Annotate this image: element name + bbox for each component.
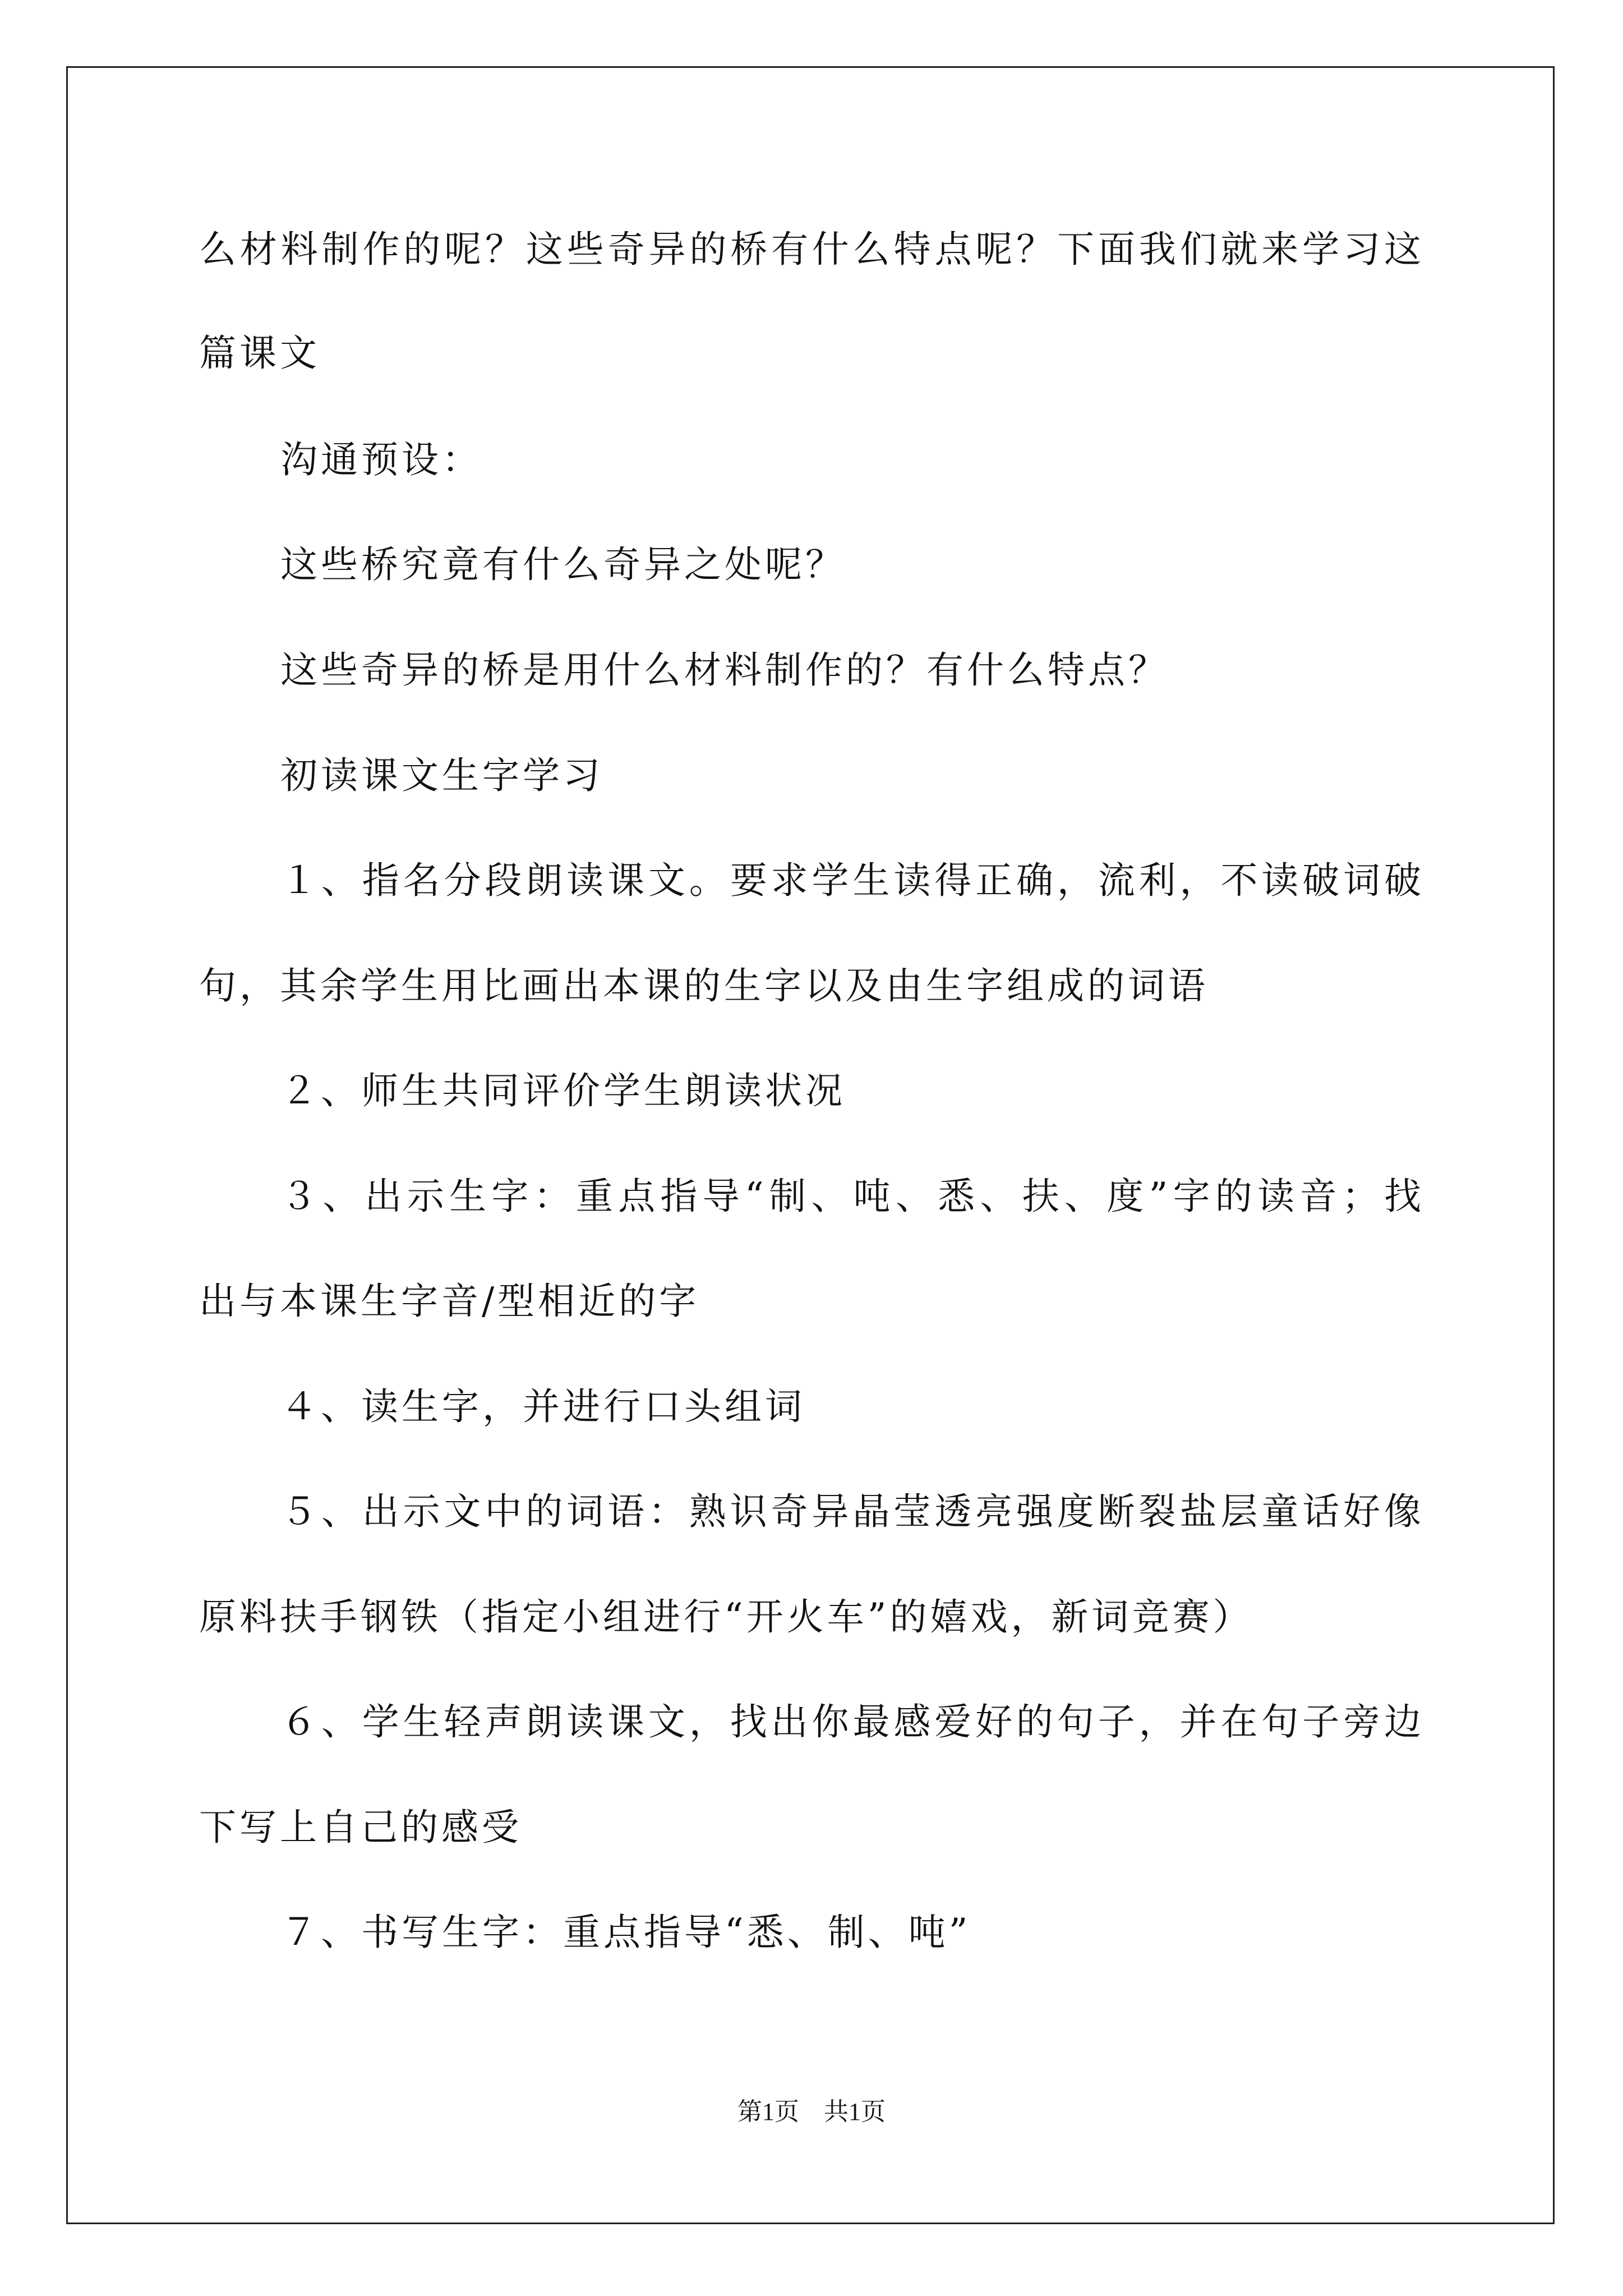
text-line-15: ６、学生轻声朗读课文，找出你最感爱好的句子，并在句子旁边 bbox=[280, 1700, 1424, 1743]
text-line-16: 下写上自己的感受 bbox=[199, 1806, 522, 1849]
text-line-13: ５、出示文中的词语：熟识奇异晶莹透亮强度断裂盐层童话好像 bbox=[280, 1490, 1424, 1533]
text-line-14: 原料扶手钢铁（指定小组进行“开火车”的嬉戏，新词竞赛） bbox=[199, 1595, 1253, 1639]
page-footer: 第1页 共1页 bbox=[737, 2098, 886, 2125]
text-line-2: 篇课文 bbox=[199, 332, 320, 375]
text-line-6: 初读课文生字学习 bbox=[280, 754, 603, 797]
text-line-4: 这些桥究竟有什么奇异之处呢？ bbox=[280, 543, 846, 586]
text-line-10: ３、出示生字：重点指导“制、吨、悉、扶、度”字的读音；找 bbox=[280, 1175, 1424, 1218]
text-line-3: 沟通预设： bbox=[280, 438, 482, 481]
text-line-1: 么材料制作的呢？这些奇异的桥有什么特点呢？下面我们就来学习这 bbox=[199, 228, 1424, 271]
text-line-11: 出与本课生字音/型相近的字 bbox=[199, 1280, 700, 1323]
page-border bbox=[66, 66, 1555, 2224]
text-line-5: 这些奇异的桥是用什么材料制作的？有什么特点？ bbox=[280, 648, 1169, 692]
text-line-17: ７、书写生字：重点指导“悉、制、吨” bbox=[280, 1911, 971, 1954]
text-line-9: ２、师生共同评价学生朗读状况 bbox=[280, 1069, 846, 1112]
text-line-8: 句，其余学生用比画出本课的生字以及由生字组成的词语 bbox=[199, 964, 1209, 1007]
text-line-12: ４、读生字，并进行口头组词 bbox=[280, 1385, 805, 1428]
text-line-7: １、指名分段朗读课文。要求学生读得正确，流利，不读破词破 bbox=[280, 859, 1424, 902]
